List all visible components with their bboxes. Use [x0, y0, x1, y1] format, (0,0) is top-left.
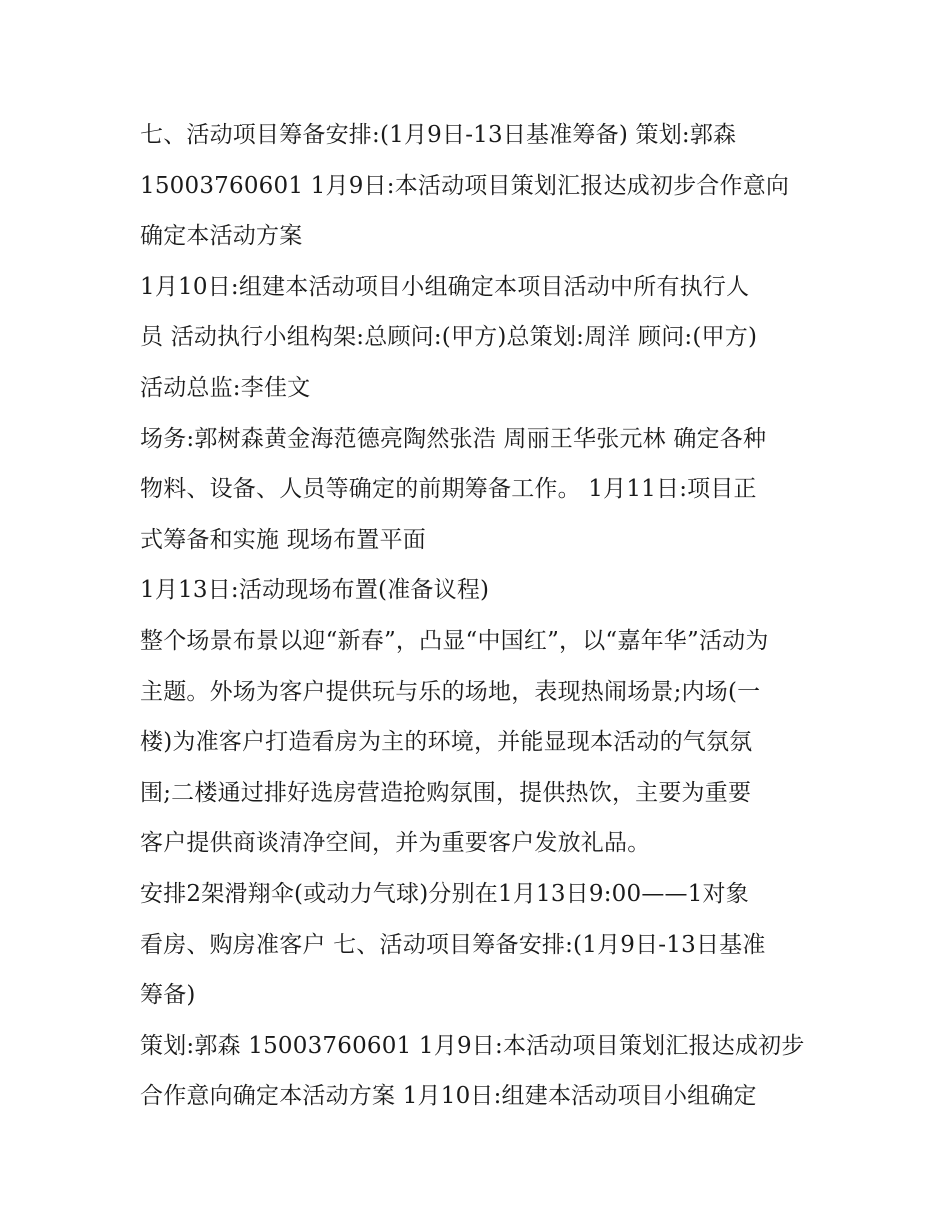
text-line: 围;二楼通过排好选房营造抢购氛围，提供热饮，主要为重要 [140, 779, 752, 806]
text-line: 活动总监:李佳文 [140, 374, 311, 401]
text-line: 安排2架滑翔伞(或动力气球)分别在1月13日9:00——1对象 [140, 880, 749, 907]
text-line: 客户提供商谈清净空间，并为重要客户发放礼品。 [140, 830, 651, 857]
text-line: 合作意向确定本活动方案 1月10日:组建本活动项目小组确定 [140, 1083, 757, 1110]
text-line: 整个场景布景以迎“新春”，凸显“中国红”，以“嘉年华”活动为 [140, 627, 769, 654]
text-line: 物料、设备、人员等确定的前期筹备工作。 1月11日:项目正 [140, 476, 757, 503]
text-line: 场务:郭树森黄金海范德亮陶然张浩 周丽王华张元林 确定各种 [140, 425, 767, 452]
text-line: 七、活动项目筹备安排:(1月9日-13日基准筹备) 策划:郭森 [140, 122, 737, 148]
text-line: 1月10日:组建本活动项目小组确定本项目活动中所有执行人 [140, 273, 750, 300]
text-line: 员 活动执行小组构架:总顾问:(甲方)总策划:周洋 顾问:(甲方) [140, 324, 758, 351]
document-body [140, 110, 830, 1122]
text-line: 楼)为准客户打造看房为主的环境，并能显现本活动的气氛氛 [140, 729, 753, 756]
text-line: 筹备) [140, 982, 196, 1009]
text-line: 主题。外场为客户提供玩与乐的场地，表现热闹场景;内场(一 [140, 678, 761, 705]
text-line: 式筹备和实施 现场布置平面 [140, 526, 426, 553]
text-line: 1月13日:活动现场布置(准备议程) [140, 577, 490, 604]
text-line: 确定本活动方案 [140, 223, 303, 250]
text-line: 策划:郭森 15003760601 1月9日:本活动项目策划汇报达成初步 [140, 1032, 805, 1059]
text-line: 15003760601 1月9日:本活动项目策划汇报达成初步合作意向 [140, 172, 790, 199]
text-line: 看房、购房准客户 七、活动项目筹备安排:(1月9日-13日基准 [140, 931, 766, 958]
